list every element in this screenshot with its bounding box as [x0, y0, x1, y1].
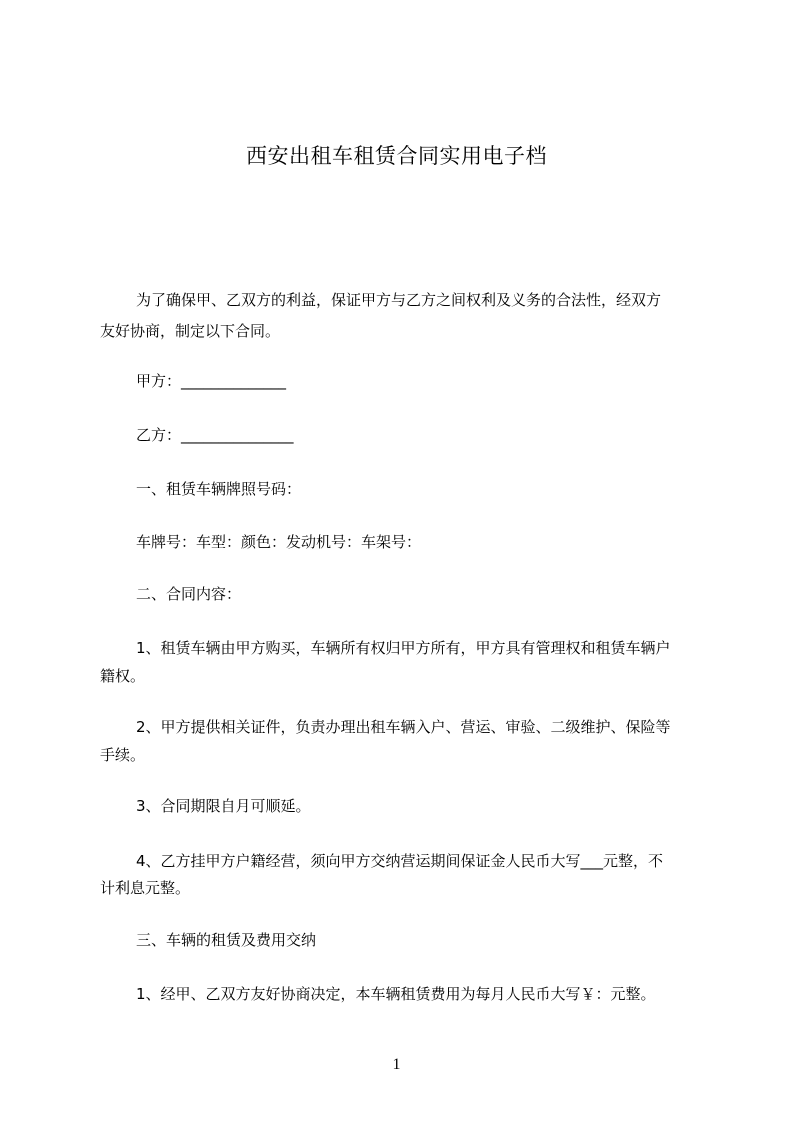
section-3-item-1: 1、经甲、乙双方友好协商决定，本车辆租赁费用为每月人民币大写￥：元整。	[136, 985, 656, 1003]
page-number: 1	[392, 1056, 401, 1073]
party-b-line	[100, 420, 712, 451]
party-a-label: 甲方：	[136, 372, 182, 390]
section-2-item-3: 3、合同期限自月可顺延。	[136, 797, 311, 815]
document-title: 西安出租车租赁合同实用电子档	[246, 144, 547, 168]
party-b-blank: _______________	[181, 426, 294, 444]
section-2-item-4-line-2: 计利息元整。	[100, 879, 191, 897]
section-2-item-1-line-2: 籍权。	[100, 667, 146, 685]
intro-line-2: 友好协商，制定以下合同。	[100, 322, 281, 340]
intro-line-1: 为了确保甲、乙双方的利益，保证甲方与乙方之间权利及义务的合法性，经双方	[136, 291, 662, 309]
party-b-label: 乙方：	[136, 426, 182, 444]
section-2-item-2-line-2: 手续。	[100, 746, 146, 764]
party-a-blank: ______________	[181, 372, 287, 390]
section-1-heading: 一、租赁车辆牌照号码：	[136, 480, 302, 498]
section-3-heading: 三、车辆的租赁及费用交纳	[136, 931, 317, 949]
section-2-item-1-line-1: 1、租赁车辆由甲方购买，车辆所有权归甲方所有，甲方具有管理权和租赁车辆户	[136, 639, 671, 657]
party-a-line	[100, 366, 712, 397]
section-2-item-2-line-1: 2、甲方提供相关证件，负责办理出租车辆入户、营运、审验、二级维护、保险等	[136, 718, 671, 736]
section-2-heading: 二、合同内容：	[136, 585, 242, 603]
section-2-item-4-line-1: 4、乙方挂甲方户籍经营，须向甲方交纳营运期间保证金人民币大写___元整，不	[136, 852, 664, 870]
section-1-fields: 车牌号：车型：颜色：发动机号：车架号：	[136, 533, 422, 551]
